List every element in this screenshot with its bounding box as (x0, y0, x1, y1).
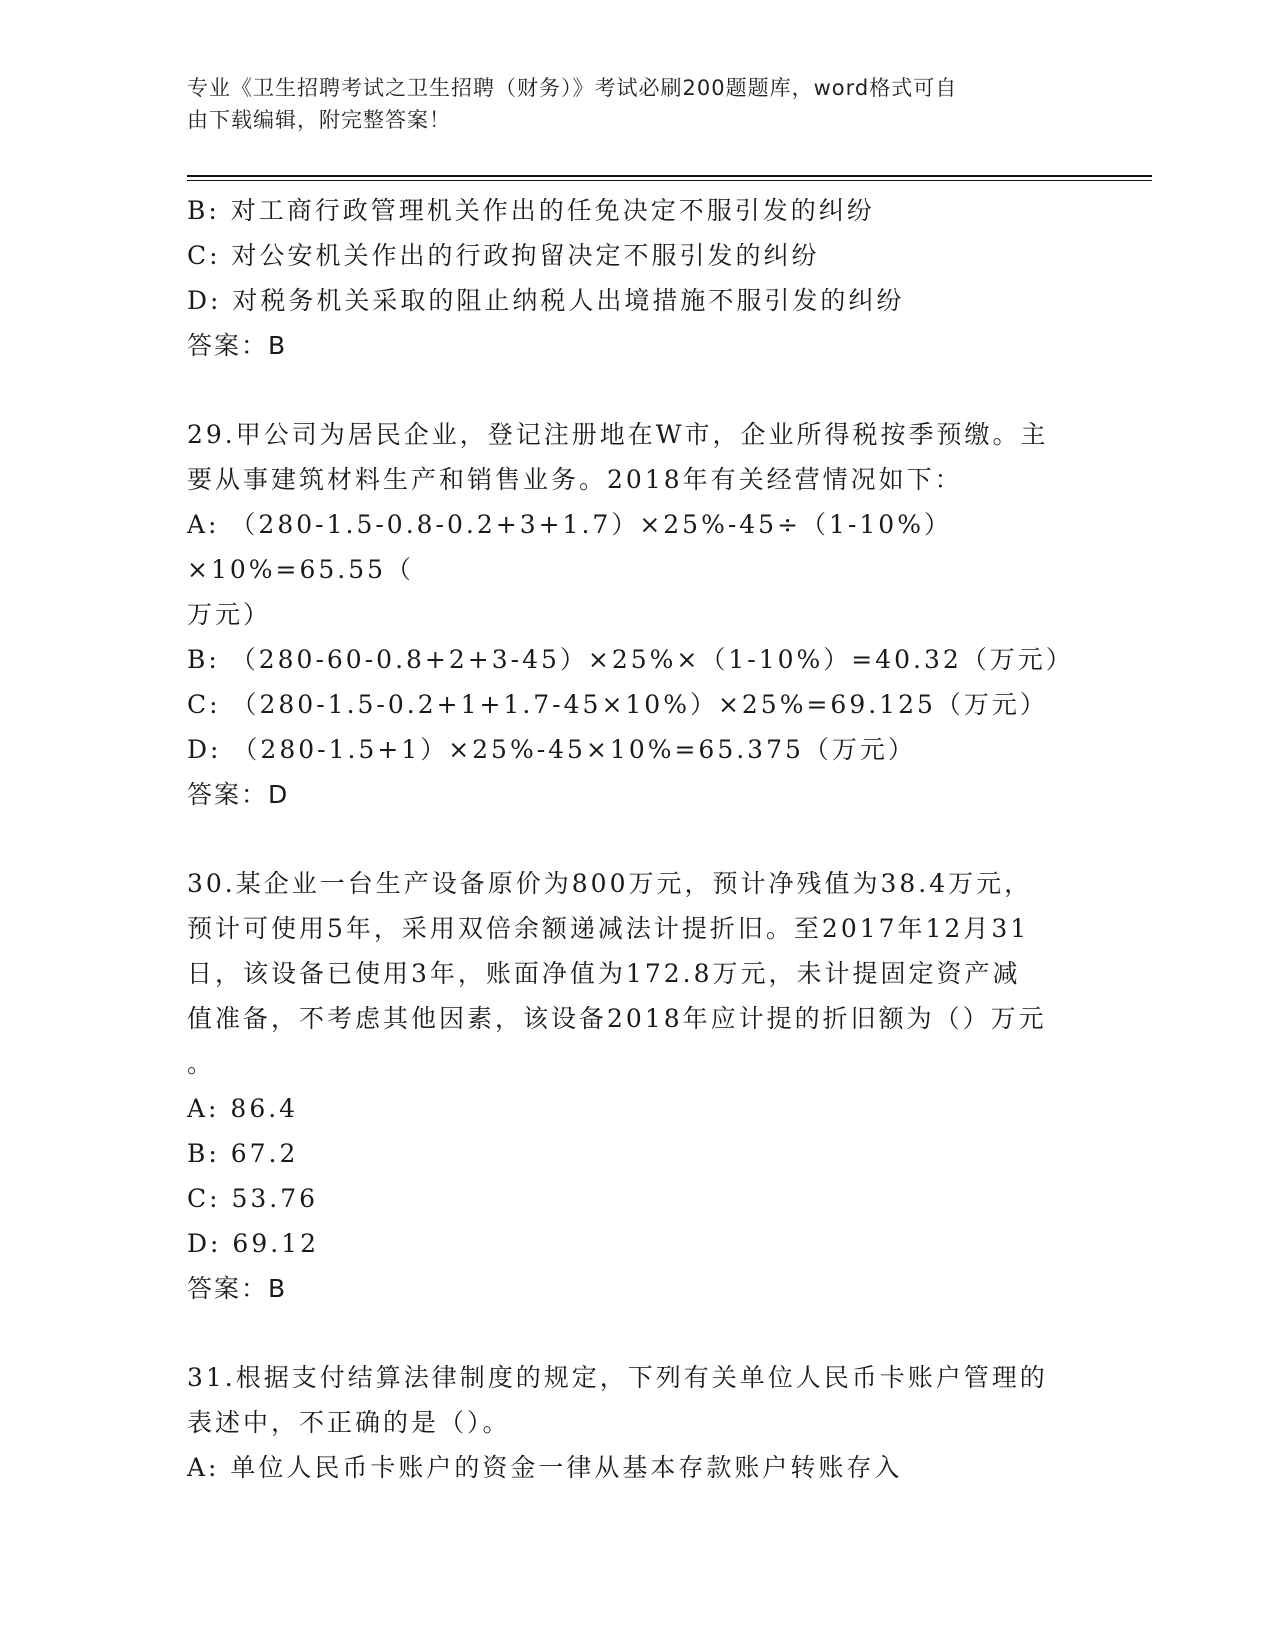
document-header (187, 72, 1067, 136)
option-c: C: 对公安机关作出的行政拘留决定不服引发的纠纷 (187, 241, 820, 270)
option-d: D: 69.12 (187, 1229, 319, 1258)
header-divider-thin (187, 180, 1152, 181)
option-b: B: 67.2 (187, 1139, 299, 1168)
answer-line: 答案：B (187, 1274, 288, 1303)
question-text-line: 日，该设备已使用3年，账面净值为172.8万元，未计提固定资产减 (187, 959, 1021, 988)
document-body (187, 188, 1087, 1490)
question-31 (187, 1355, 1087, 1490)
question-text-line: 预计可使用5年，采用双倍余额递减法计提折旧。至2017年12月31 (187, 914, 1030, 943)
question-text-line: 表述中，不正确的是（）。 (187, 1408, 511, 1437)
question-30 (187, 861, 1087, 1311)
option-a: A: 86.4 (187, 1094, 299, 1123)
question-29 (187, 412, 1087, 817)
question-text-line: 值准备，不考虑其他因素，该设备2018年应计提的折旧额为（）万元 (187, 1004, 1047, 1033)
question-text-line: 29.甲公司为居民企业，登记注册地在W市，企业所得税按季预缴。主 (187, 420, 1049, 449)
question-text-line: 31.根据支付结算法律制度的规定，下列有关单位人民币卡账户管理的 (187, 1363, 1048, 1392)
option-b: B: （280-60-0.8+2+3-45）×25%×（1-10%）=40.32（万元） (187, 645, 1074, 674)
question-text-line: 30.某企业一台生产设备原价为800万元，预计净残值为38.4万元， (187, 869, 1033, 898)
spacer (187, 1311, 1087, 1355)
option-b: B: 对工商行政管理机关作出的任免决定不服引发的纠纷 (187, 196, 875, 225)
header-title-line-1: 专业《卫生招聘考试之卫生招聘（财务）》考试必刷200题题库，word格式可自 (187, 76, 958, 100)
option-d: D: 对税务机关采取的阻止纳税人出境措施不服引发的纠纷 (187, 286, 905, 315)
question-text-line: 。 (187, 1049, 216, 1078)
spacer (187, 368, 1087, 412)
header-divider-thick (187, 175, 1152, 177)
answer-line: 答案：D (187, 780, 290, 809)
option-a-continued: 万元） (187, 600, 272, 629)
answer-line: 答案：B (187, 331, 288, 360)
question-28-continued (187, 188, 1087, 368)
option-a: A: 单位人民币卡账户的资金一律从基本存款账户转账存入 (187, 1453, 903, 1482)
option-c: C: （280-1.5-0.2+1+1.7-45×10%）×25%=69.125（万元） (187, 690, 1048, 719)
option-d: D: （280-1.5+1）×25%-45×10%=65.375（万元） (187, 735, 916, 764)
question-text-line: 要从事建筑材料生产和销售业务。2018年有关经营情况如下： (187, 465, 963, 494)
option-c: C: 53.76 (187, 1184, 319, 1213)
spacer (187, 817, 1087, 861)
option-a: A: （280-1.5-0.8-0.2+3+1.7）×25%-45÷（1-10%）×10%=65.55（ (187, 510, 952, 584)
header-title-line-2: 由下载编辑，附完整答案！ (187, 108, 451, 132)
